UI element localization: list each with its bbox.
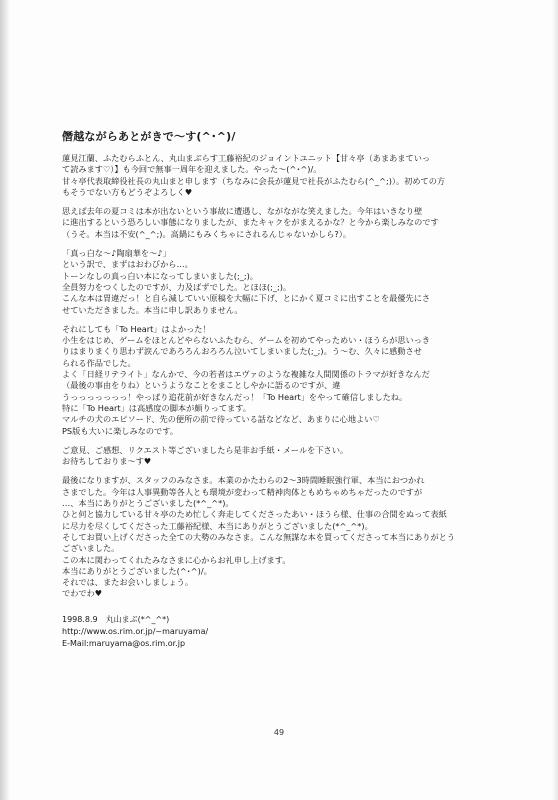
text-line: この本に関わってくれたみなさまに心からお礼申し上げます。	[62, 554, 291, 565]
text-line: という訳で、まずはおわびから…。	[62, 259, 193, 270]
text-line: ございました。	[62, 543, 120, 554]
text-line: （最後の事由をりね）というようなことをまことしやかに語るのですが、違	[62, 380, 341, 391]
text-line: トーンなしの真っ白い本になってしまいました(;_;)。	[62, 270, 258, 281]
afterword-content	[62, 128, 507, 650]
signature-block	[62, 614, 507, 650]
text-line: 思えば去年の夏コミは本が出ないという事故に遭遇し、ながながな笑えました。今年はいきなり壁	[62, 206, 423, 217]
paragraph-1	[62, 153, 507, 198]
text-line: ひと何と協力している甘々亭のため忙しく奔走してくださったあい・ほうら様、仕事の合間をぬって表紙	[62, 509, 447, 520]
page-edge	[552, 0, 558, 800]
page-number: 49	[273, 728, 285, 737]
text-line: 甘々亭代表取締役社長の丸山まと申します（ちなみに会長が蓮見で社長がふたむら(^_^;)）。初めての方	[62, 175, 446, 186]
text-line: 蓮見江蘭、ふたむらふとん、丸山まぶらす工藤裕紀のジョイントユニット【甘々亭（あまあまていっ	[62, 153, 431, 163]
text-line: もそうでない方もどうぞよろしく♥	[62, 186, 193, 197]
text-line: それでは、またお会いしましょう。	[62, 577, 194, 588]
text-line: 本当にありがとうございました(^･^)/。	[62, 565, 212, 576]
paragraph-6	[62, 475, 507, 599]
text-line: よく「日経リテライト」なんかで、今の若者はエヴァのような複雑な人間関係のトラマが好きなんだ	[62, 369, 430, 380]
text-line: うっっっっっっっ！やっぱり追花前が好きなんだっ！「To Heart」をやって確信しましたね。	[62, 391, 408, 402]
text-line: さまでした。今年は人事異動等各人とも環境が変わって精神肉体ともめちゃめちゃだったのですが	[62, 486, 423, 497]
text-line: PS版も大いに楽しみなのです。	[62, 425, 178, 436]
text-line: マルチの犬のエピソード、先の便所の前で待っている話などなど、あまりに心地よい♡	[62, 414, 380, 425]
text-line: りはまりまくり思わず涙んであろろんおろろん泣いてしまいました(;_;)。う〜む、久々に感動させ	[62, 346, 422, 357]
signature-date-name: 1998.8.9 丸山まぶ(*^_^*)	[62, 614, 170, 624]
text-line: それにしても「To Heart」はよかった！	[62, 323, 211, 334]
afterword-title: 僭越ながらあとがきで〜す(^･^)/	[62, 130, 236, 143]
text-line: でわでわ♥	[62, 588, 103, 599]
text-line: こんな本は胃違だっ！と自ら減していい原稿を大幅に下げ、とにかく夏コミに出すことを最優先にさ	[62, 293, 431, 304]
text-line: 小生をはじめ、ゲームをほとんどやらないふたむら、ゲームを初めてやっためい・ほうらが思いっき	[62, 335, 431, 346]
email-address: E-Mail:maruyama@os.rim.or.jp	[62, 638, 186, 648]
text-line: 特に「To Heart」は高感度の脚本が頗りってます。	[62, 402, 251, 413]
text-line: そしてお買い上げくださった全ての大勢のみなさま。こんな無謀な本を買ってくださって本当にありがとう	[62, 531, 456, 542]
paragraph-2	[62, 206, 507, 240]
text-line: に進出するという恐ろしい事態になりましたが、またキャクをがまえるかな？と今から楽しみなのです	[62, 217, 439, 228]
text-line: 最後になりますが、スタッフのみなさま。本業のかたわらの2〜3時間睡眠強行軍、本当におつかれ	[62, 475, 425, 486]
text-line: せていただきました。本当に申し訳ありません。	[62, 304, 243, 315]
text-line: 全員努力をつくしたのですが、力及ばずでした。とほほ(;_;)。	[62, 281, 292, 292]
text-line: （うそ。本当は不安(^_^;)。高鍋にもみくちゃにされるんじゃないかしら?）。	[62, 228, 352, 239]
text-line: ご意見、ご感想、リクエスト等ございましたら是非お手紙・メールを下さい。	[62, 444, 349, 455]
paragraph-5	[62, 445, 507, 468]
homepage-url: http://www.os.rim.or.jp/~maruyama/	[62, 626, 209, 636]
binding-shadow	[0, 0, 10, 800]
text-line: に尽力を尽くしてくださった工藤裕紀様、本当にありがとうございました(*^_^*)。	[62, 520, 373, 531]
text-line: て読みます♡）】も今回で無事一周年を迎えました。やった〜(^･^)/。	[62, 164, 322, 175]
text-line: お待ちしておりま〜す♥	[62, 456, 152, 467]
text-line: られる作品でした。	[62, 357, 136, 368]
paragraph-4	[62, 324, 507, 437]
text-line: …、本当にありがとうございました(*^_^*)。	[62, 498, 234, 509]
paragraph-3	[62, 248, 507, 316]
text-line: 「真っ白な〜♪陶扇華を〜♪」	[62, 248, 171, 259]
